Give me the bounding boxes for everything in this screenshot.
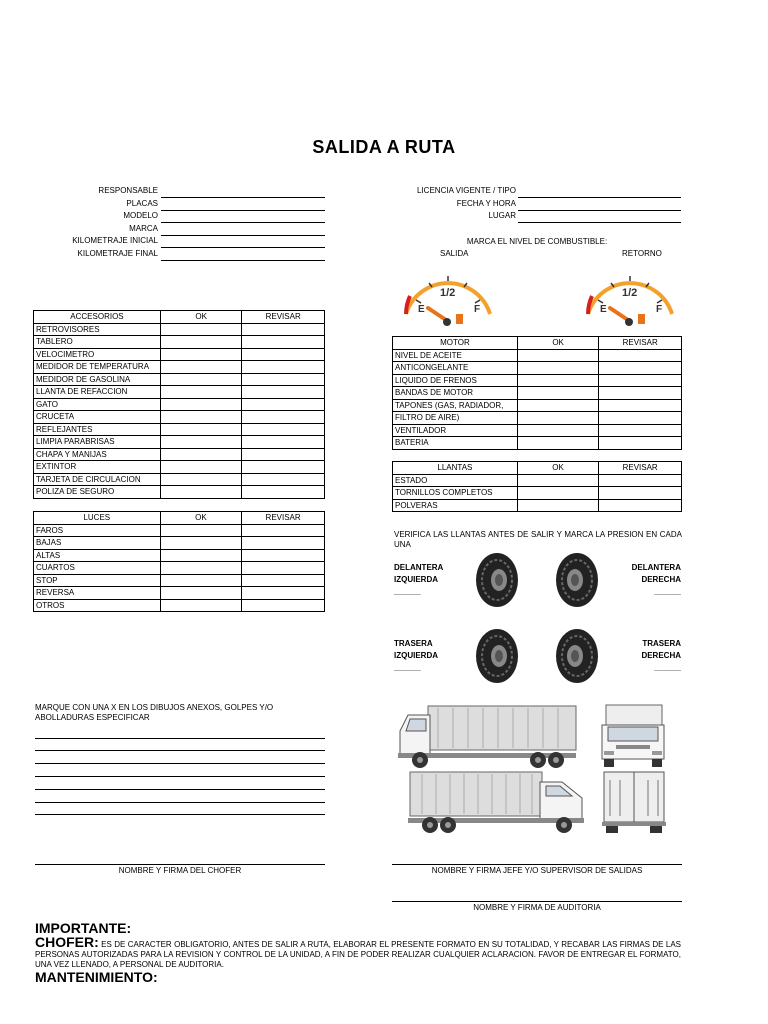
- gauge-empty-label: E: [600, 304, 607, 315]
- revisar-cell[interactable]: [242, 373, 325, 386]
- row-label: MEDIDOR DE GASOLINA: [34, 373, 161, 386]
- table-row: [34, 348, 325, 361]
- field-line-km-final[interactable]: [161, 259, 325, 261]
- row-label: REVERSA: [34, 587, 161, 600]
- revisar-cell[interactable]: [599, 474, 682, 487]
- supervisor-signature-label: NOMBRE Y FIRMA JEFE Y/O SUPERVISOR DE SALIDAS: [431, 866, 643, 875]
- revisar-cell[interactable]: [599, 362, 682, 375]
- ok-cell[interactable]: [160, 398, 241, 411]
- table-row: [393, 474, 682, 487]
- row-label: TARJETA DE CIRCULACION: [34, 473, 161, 486]
- fuel-instruction: MARCA EL NIVEL DE COMBUSTIBLE:: [466, 237, 608, 246]
- gauge-full-label: F: [474, 304, 481, 315]
- table-row: [34, 448, 325, 461]
- important-heading: IMPORTANTE:: [35, 920, 132, 936]
- row-label: BATERIA: [393, 437, 518, 450]
- table-row: [34, 361, 325, 374]
- chofer-note: [35, 934, 682, 970]
- ok-cell[interactable]: [160, 587, 242, 600]
- table-row: [393, 374, 682, 387]
- table-row: [34, 587, 325, 600]
- tire-label-line2: IZQUIERDA: [394, 575, 438, 584]
- driver-signature-label: NOMBRE Y FIRMA DEL CHOFER: [118, 866, 242, 875]
- ok-cell[interactable]: [160, 537, 242, 550]
- page-title: SALIDA A RUTA: [312, 137, 456, 157]
- driver-signature-line[interactable]: [35, 864, 325, 865]
- row-label: BANDAS DE MOTOR: [393, 387, 518, 400]
- revisar-cell[interactable]: [242, 348, 325, 361]
- row-label: OTROS: [34, 599, 161, 612]
- tire-label-line2: IZQUIERDA: [394, 651, 438, 660]
- fuel-retorno-label: RETORNO: [622, 249, 662, 258]
- revisar-cell[interactable]: [242, 562, 325, 575]
- ok-cell[interactable]: [517, 499, 598, 512]
- row-label: TORNILLOS COMPLETOS: [393, 487, 518, 500]
- audit-signature-label: NOMBRE Y FIRMA DE AUDITORIA: [473, 903, 601, 912]
- row-label: FAROS: [34, 524, 161, 537]
- table-row: [34, 549, 325, 562]
- field-line-placas[interactable]: [161, 209, 325, 211]
- field-line-km-inicial[interactable]: [161, 246, 325, 248]
- tire-icon[interactable]: [472, 552, 522, 608]
- table-row: [34, 461, 325, 474]
- revisar-cell[interactable]: [599, 399, 682, 412]
- ok-cell[interactable]: [160, 386, 241, 399]
- table-row: [34, 373, 325, 386]
- field-line-modelo[interactable]: [161, 221, 325, 223]
- field-label-modelo: MODELO: [123, 211, 158, 220]
- supervisor-signature-line[interactable]: [392, 864, 682, 865]
- gauge-half-label: 1/2: [440, 287, 456, 299]
- col-header-ok: OK: [517, 462, 598, 475]
- revisar-cell[interactable]: [242, 549, 325, 562]
- field-label-fecha: FECHA Y HORA: [456, 199, 516, 208]
- table-row: [393, 362, 682, 375]
- ok-cell[interactable]: [160, 486, 241, 499]
- row-label: LIQUIDO DE FRENOS: [393, 374, 518, 387]
- row-label: MEDIDOR DE TEMPERATURA: [34, 361, 161, 374]
- tire-label-rear-left: [394, 638, 438, 674]
- ok-cell[interactable]: [517, 424, 598, 437]
- field-line-responsable[interactable]: [161, 196, 325, 198]
- table-row: [34, 411, 325, 424]
- row-label: CRUCETA: [34, 411, 161, 424]
- revisar-cell[interactable]: [599, 499, 682, 512]
- ok-cell[interactable]: [517, 349, 598, 362]
- ok-cell[interactable]: [517, 399, 598, 412]
- damage-line[interactable]: [35, 737, 325, 739]
- ok-cell[interactable]: [160, 524, 242, 537]
- tire-label-front-right: [600, 562, 681, 598]
- revisar-cell[interactable]: [242, 461, 325, 474]
- gauge-empty-label: E: [418, 304, 425, 315]
- ok-cell[interactable]: [517, 387, 598, 400]
- tire-label-line1: DELANTERA: [394, 563, 444, 572]
- ok-cell[interactable]: [160, 373, 241, 386]
- tires-instruction: VERIFICA LAS LLANTAS ANTES DE SALIR Y MARCA LA PRESION EN CADA UNA: [394, 530, 682, 549]
- table-row: [34, 436, 325, 449]
- ok-cell[interactable]: [517, 412, 598, 425]
- revisar-cell[interactable]: [242, 386, 325, 399]
- revisar-cell[interactable]: [599, 387, 682, 400]
- revisar-cell[interactable]: [599, 487, 682, 500]
- row-label: POLVERAS: [393, 499, 518, 512]
- ok-cell[interactable]: [160, 599, 242, 612]
- revisar-cell[interactable]: [242, 574, 325, 587]
- field-line-licencia[interactable]: [518, 196, 681, 198]
- ok-cell[interactable]: [160, 348, 241, 361]
- col-header-accesorios: ACCESORIOS: [34, 311, 161, 324]
- ok-cell[interactable]: [517, 474, 598, 487]
- ok-cell[interactable]: [160, 574, 242, 587]
- col-header-revisar: REVISAR: [242, 512, 325, 525]
- tire-label-line1: DELANTERA: [631, 563, 681, 572]
- table-row: [34, 423, 325, 436]
- ok-cell[interactable]: [517, 487, 598, 500]
- revisar-cell[interactable]: [242, 599, 325, 612]
- row-label: ANTICONGELANTE: [393, 362, 518, 375]
- chofer-text: ES DE CARACTER OBLIGATORIO, ANTES DE SALIR A RUTA, ELABORAR EL PRESENTE FORMATO EN SU TOTALIDAD, Y RECABAR LAS FIRMAS DE LAS PERSONAS AUTORIZADAS PARA LA REVISION Y CONTROL DE LA UNIDAD, A FIN DE PODER REALIZAR CUALQUIER ACLARACION. FAVOR DE ENTREGAR EL FORMATO, UNA VEZ LLENADO, A PERSONAL DE AUDITORIA.: [35, 940, 682, 969]
- table-row: [393, 399, 682, 412]
- table-row: [393, 437, 682, 450]
- table-row: [393, 349, 682, 362]
- ok-cell[interactable]: [160, 361, 241, 374]
- table-row: [34, 486, 325, 499]
- revisar-cell[interactable]: [242, 361, 325, 374]
- row-label: STOP: [34, 574, 161, 587]
- gauge-full-label: F: [656, 304, 663, 315]
- table-row: [393, 412, 682, 425]
- ok-cell[interactable]: [160, 562, 242, 575]
- table-header-row: [34, 311, 325, 324]
- row-label: EXTINTOR: [34, 461, 161, 474]
- table-row: [393, 424, 682, 437]
- luces-table: [33, 511, 325, 612]
- row-label: ESTADO: [393, 474, 518, 487]
- field-line-lugar[interactable]: [518, 221, 681, 223]
- ok-cell[interactable]: [160, 448, 241, 461]
- tire-icon[interactable]: [552, 552, 602, 608]
- revisar-cell[interactable]: [242, 486, 325, 499]
- col-header-luces: LUCES: [34, 512, 161, 525]
- tire-label-rear-right: [600, 638, 681, 674]
- table-row: [34, 336, 325, 349]
- revisar-cell[interactable]: [242, 524, 325, 537]
- gauge-half-label: 1/2: [622, 287, 638, 299]
- col-header-ok: OK: [160, 512, 242, 525]
- row-label: CHAPA Y MANIJAS: [34, 448, 161, 461]
- tire-pressure-blank[interactable]: ______: [394, 663, 421, 672]
- row-label: GATO: [34, 398, 161, 411]
- revisar-cell[interactable]: [599, 437, 682, 450]
- table-row: [34, 398, 325, 411]
- col-header-revisar: REVISAR: [599, 337, 682, 350]
- row-label: ALTAS: [34, 549, 161, 562]
- important-notes: [35, 934, 682, 985]
- row-label: BAJAS: [34, 537, 161, 550]
- col-header-revisar: REVISAR: [599, 462, 682, 475]
- truck-front-icon[interactable]: [598, 703, 668, 769]
- row-label: LIMPIA PARABRISAS: [34, 436, 161, 449]
- col-header-revisar: REVISAR: [242, 311, 325, 324]
- col-header-ok: OK: [160, 311, 241, 324]
- mantenimiento-label: MANTENIMIENTO:: [35, 969, 158, 985]
- row-label: NIVEL DE ACEITE: [393, 349, 518, 362]
- field-label-km-inicial: KILOMETRAJE INICIAL: [72, 236, 158, 245]
- revisar-cell[interactable]: [242, 323, 325, 336]
- table-row: [34, 473, 325, 486]
- audit-signature-line[interactable]: [392, 901, 682, 902]
- damage-line[interactable]: [35, 813, 325, 815]
- table-header-row: [393, 337, 682, 350]
- table-header-row: [393, 462, 682, 475]
- tire-label-line2: DERECHA: [641, 651, 681, 660]
- ok-cell[interactable]: [517, 362, 598, 375]
- motor-table: [392, 336, 682, 450]
- damage-line[interactable]: [35, 762, 325, 764]
- tire-pressure-blank[interactable]: ______: [654, 587, 681, 596]
- tire-pressure-blank[interactable]: ______: [394, 587, 421, 596]
- tire-label-front-left: [394, 562, 443, 598]
- accesorios-table: [33, 310, 325, 499]
- row-label: LLANTA DE REFACCION: [34, 386, 161, 399]
- truck-side-right-icon[interactable]: [406, 768, 586, 834]
- field-label-licencia: LICENCIA VIGENTE / TIPO: [417, 186, 516, 195]
- field-label-placas: PLACAS: [126, 199, 158, 208]
- revisar-cell[interactable]: [599, 349, 682, 362]
- damage-instruction: MARQUE CON UNA X EN LOS DIBUJOS ANEXOS, GOLPES Y/O ABOLLADURAS ESPECIFICAR: [35, 703, 274, 722]
- damage-line[interactable]: [35, 801, 325, 803]
- revisar-cell[interactable]: [242, 398, 325, 411]
- tire-label-line1: TRASERA: [642, 639, 681, 648]
- field-line-marca[interactable]: [161, 234, 325, 236]
- fuel-gauge-salida[interactable]: [398, 256, 498, 330]
- revisar-cell[interactable]: [242, 587, 325, 600]
- tire-icon[interactable]: [472, 628, 522, 684]
- table-row: [34, 537, 325, 550]
- ok-cell[interactable]: [160, 411, 241, 424]
- revisar-cell[interactable]: [242, 411, 325, 424]
- fuel-gauge-retorno[interactable]: [580, 256, 680, 330]
- table-row: [393, 387, 682, 400]
- field-label-marca: MARCA: [129, 224, 158, 233]
- row-label: REFLEJANTES: [34, 423, 161, 436]
- damage-line[interactable]: [35, 788, 325, 790]
- revisar-cell[interactable]: [242, 473, 325, 486]
- row-label: VENTILADOR: [393, 424, 518, 437]
- chofer-label: CHOFER:: [35, 934, 99, 950]
- revisar-cell[interactable]: [599, 412, 682, 425]
- table-row: [34, 574, 325, 587]
- truck-side-left-icon[interactable]: [398, 703, 580, 769]
- table-header-row: [34, 512, 325, 525]
- llantas-table: [392, 461, 682, 512]
- row-label: VELOCIMETRO: [34, 348, 161, 361]
- table-row: [34, 524, 325, 537]
- ok-cell[interactable]: [160, 461, 241, 474]
- ok-cell[interactable]: [160, 423, 241, 436]
- ok-cell[interactable]: [517, 374, 598, 387]
- table-row: [393, 487, 682, 500]
- revisar-cell[interactable]: [599, 424, 682, 437]
- row-label: RETROVISORES: [34, 323, 161, 336]
- col-header-motor: MOTOR: [393, 337, 518, 350]
- ok-cell[interactable]: [517, 437, 598, 450]
- ok-cell[interactable]: [160, 436, 241, 449]
- row-label: TABLERO: [34, 336, 161, 349]
- tire-label-line1: TRASERA: [394, 639, 433, 648]
- field-label-lugar: LUGAR: [488, 211, 516, 220]
- row-label: CUARTOS: [34, 562, 161, 575]
- truck-rear-icon[interactable]: [600, 768, 668, 834]
- table-row: [34, 323, 325, 336]
- ok-cell[interactable]: [160, 336, 241, 349]
- ok-cell[interactable]: [160, 323, 241, 336]
- revisar-cell[interactable]: [599, 374, 682, 387]
- tire-label-line2: DERECHA: [641, 575, 681, 584]
- revisar-cell[interactable]: [242, 436, 325, 449]
- col-header-ok: OK: [517, 337, 598, 350]
- revisar-cell[interactable]: [242, 448, 325, 461]
- field-label-responsable: RESPONSABLE: [98, 186, 158, 195]
- table-row: [34, 562, 325, 575]
- damage-line[interactable]: [35, 775, 325, 777]
- col-header-llantas: LLANTAS: [393, 462, 518, 475]
- damage-line[interactable]: [35, 749, 325, 751]
- row-label: TAPONES (GAS, RADIADOR,: [393, 399, 518, 412]
- fuel-salida-label: SALIDA: [440, 249, 469, 258]
- row-label: POLIZA DE SEGURO: [34, 486, 161, 499]
- ok-cell[interactable]: [160, 549, 242, 562]
- table-row: [393, 499, 682, 512]
- revisar-cell[interactable]: [242, 537, 325, 550]
- tire-icon[interactable]: [552, 628, 602, 684]
- row-label: FILTRO DE AIRE): [393, 412, 518, 425]
- revisar-cell[interactable]: [242, 336, 325, 349]
- field-line-fecha[interactable]: [518, 209, 681, 211]
- table-row: [34, 386, 325, 399]
- tire-pressure-blank[interactable]: ______: [654, 663, 681, 672]
- revisar-cell[interactable]: [242, 423, 325, 436]
- ok-cell[interactable]: [160, 473, 241, 486]
- table-row: [34, 599, 325, 612]
- field-label-km-final: KILOMETRAJE FINAL: [77, 249, 158, 258]
